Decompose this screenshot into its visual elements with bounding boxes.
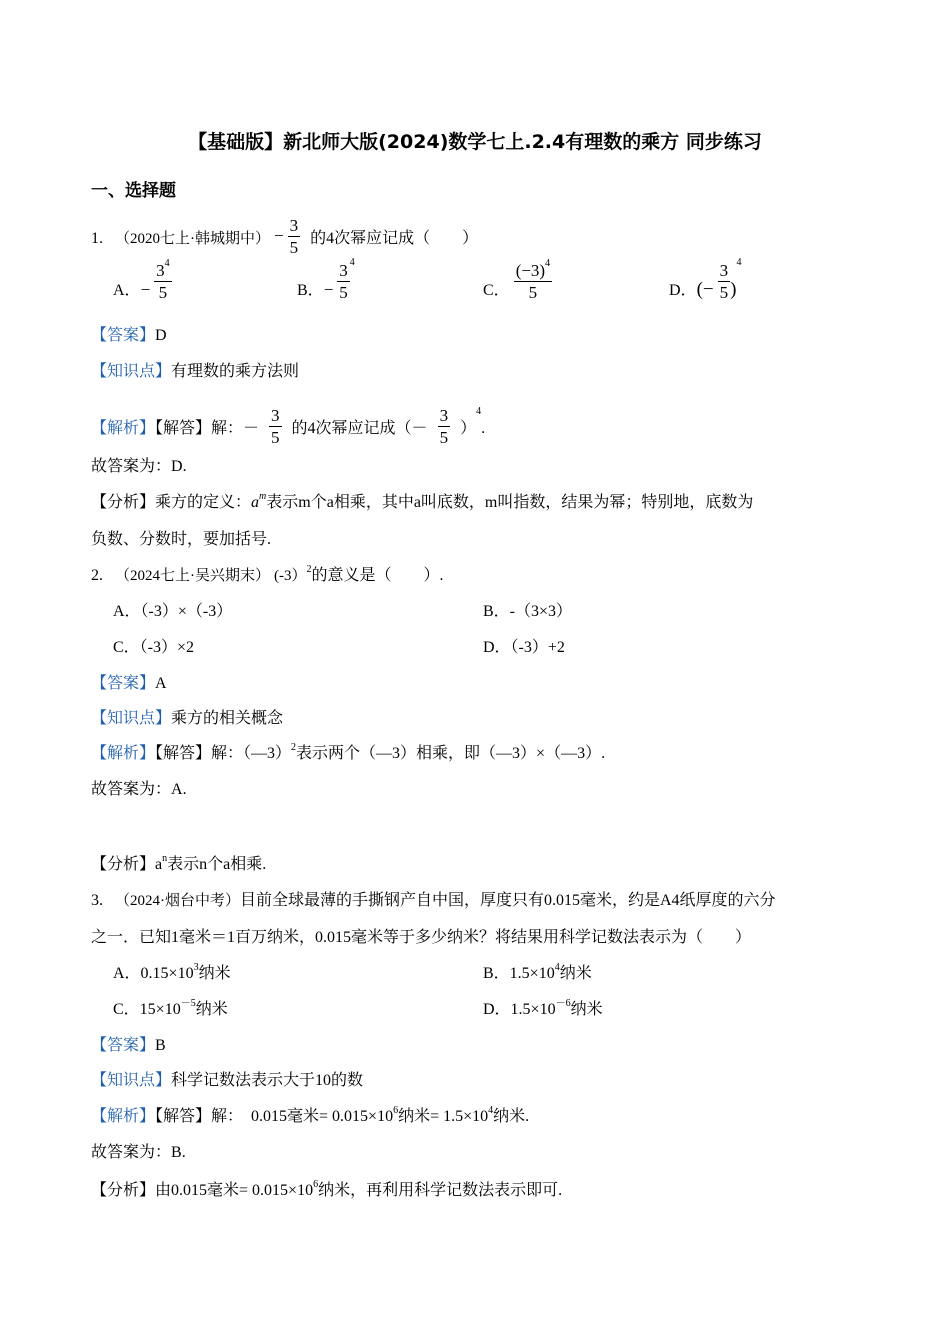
answer-line: 【答案】A xyxy=(91,675,167,692)
question-3-stem-line-2: 之一．已知1毫米＝1百万纳米，0.015毫米等于多少纳米？将结果用科学记数法表示为（ ） xyxy=(91,929,752,946)
option-b: B．-（3×3） xyxy=(483,603,573,620)
analysis-line: 【分析】由0.015毫米= $0.015\times 10^6$纳米，再利用科学记数法表示即可. xyxy=(91,1179,563,1199)
option-a: A．− $\frac{3^4}{5}$ xyxy=(113,258,170,302)
question-source: （2020七上·韩城期中） xyxy=(115,231,270,248)
option-c: C．$15\times 10^{-5}$纳米 xyxy=(113,998,228,1018)
option-c: C． $\frac{(-3)^4}{5}$ xyxy=(483,258,551,302)
page-title: 【基础版】新北师大版(2024)数学七上.2.4有理数的乘方 同步练习 xyxy=(188,131,762,153)
option-a: A．（-3）×（-3） xyxy=(113,603,233,620)
option-c: C．（-3）×2 xyxy=(113,639,195,656)
section-heading: 一、选择题 xyxy=(91,181,176,201)
option-d: D．$1.5\times 10^{-6}$纳米 xyxy=(483,998,603,1018)
knowledge-line: 【知识点】科学记数法表示大于10的数 xyxy=(91,1072,364,1089)
answer-line: 【答案】D xyxy=(91,327,167,344)
fraction: $\frac{3}{5}$ xyxy=(289,216,299,257)
conclusion-line: 故答案为：D. xyxy=(91,458,187,475)
solution-line: 【解析】【解答】解：（—3）$^2$表示两个（—3）相乘，即（—3）×（—3）. xyxy=(91,742,606,762)
option-d: D．(− $\frac{3}{5}$ )$^4$ xyxy=(669,257,742,302)
solution-line: 【解析】【解答】解： 0.015毫米= $0.015\times 10^6$纳米= $1.5\times 10^4$纳米. xyxy=(91,1105,530,1125)
option-b: B．− $\frac{3}{5}$ $^4$ xyxy=(297,257,355,302)
question-2-stem: 2. （2024七上·吴兴期末） (-3）$^2$的意义是（ ）. xyxy=(91,564,444,584)
knowledge-line: 【知识点】有理数的乘方法则 xyxy=(91,363,300,380)
knowledge-line: 【知识点】乘方的相关概念 xyxy=(91,710,284,727)
conclusion-line: 故答案为：A. xyxy=(91,781,187,798)
conclusion-line: 故答案为：B. xyxy=(91,1144,186,1161)
question-3-stem: 3. （2024·烟台中考）目前全球最薄的手撕钢产自中国，厚度只有0.015毫米，约是A4纸厚度的六分 xyxy=(91,892,776,909)
answer-line: 【答案】B xyxy=(91,1037,166,1054)
question-1-stem: 1. （2020七上·韩城期中） − $\frac{3}{5}$ 的4次幂应记成（ ） xyxy=(91,216,479,257)
option-a: A．$0.15\times 10^3$纳米 xyxy=(113,962,231,982)
solution-line: 【解析】【解答】解：－ $\frac{3}{5}$ 的4次幂应记成（－ $\frac{3}{5}$ ）$^4$. xyxy=(91,406,486,447)
analysis-line: 【分析】$a^n$表示n个a相乘. xyxy=(91,853,267,873)
analysis-line-2: 负数、分数时，要加括号. xyxy=(91,531,272,548)
option-d: D．（-3）+2 xyxy=(483,639,565,656)
analysis-line: 【分析】乘方的定义：$a^m$表示m个a相乘，其中a叫底数，m叫指数，结果为幂；特别地，底数为 xyxy=(91,491,754,511)
option-b: B．$1.5\times 10^4$纳米 xyxy=(483,962,592,982)
question-number: 1. xyxy=(91,230,103,248)
